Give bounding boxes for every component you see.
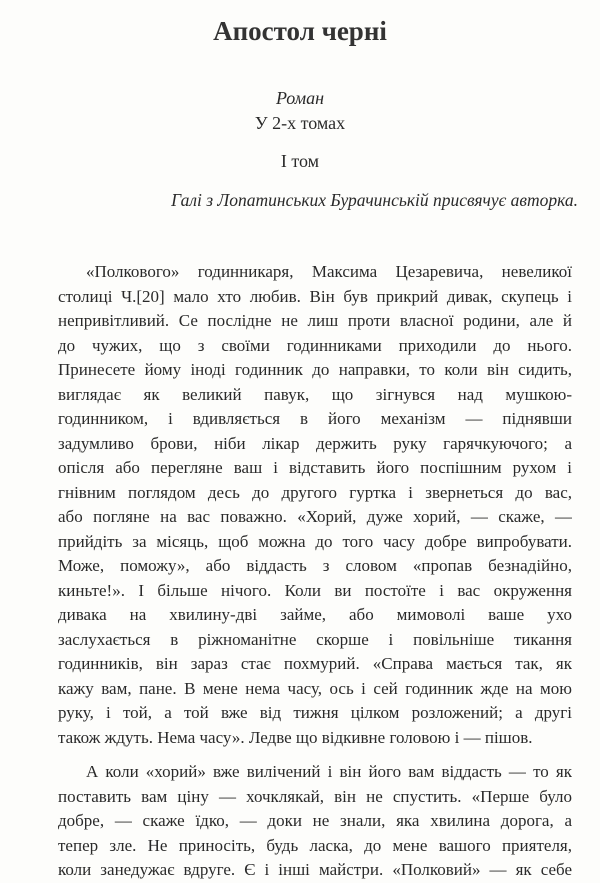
text-line: Може, поможу», або віддасть з словом «пропав безнадійно, xyxy=(58,556,572,575)
volume-label: І том xyxy=(280,151,320,171)
text-line: А коли «хорий» вже вилічений і він його вам віддасть — то як xyxy=(86,762,572,781)
text-line: задумливо брови, ніби лікар держить руку гарячкуючого; а xyxy=(58,433,572,453)
paragraph xyxy=(58,260,572,750)
text-line: заслухається в ріжноманітне скорше і повільніше тикання xyxy=(58,629,572,649)
volumes-label: У 2-х томах xyxy=(254,113,346,133)
text-line: добре, — скаже їдко, — доки не знали, яка хвилина дорога, а xyxy=(58,811,572,830)
body-text xyxy=(58,260,572,883)
text-line: дивака на хвилину-дві займе, або мимоволі ваше ухо xyxy=(58,605,572,624)
text-line: гнівним поглядом десь до другого гуртка і звернеться до вас, xyxy=(58,482,572,502)
genre-label: Роман xyxy=(275,88,325,108)
text-line: або погляне на вас поважно. «Хорий, дуже хорий, — скаже, — xyxy=(58,507,572,526)
text-line: прийдіть за місяць, щоб можна до того часу добре випробувати. xyxy=(58,531,572,551)
text-line: руку, і той, а той вже від тижня цілком розложений; а другі xyxy=(58,703,572,722)
text-line: поставить вам ціну — хочклякай, він не спустить. «Перше було xyxy=(58,786,572,806)
text-line: Принесете йому іноді годинник до направки, то коли він сидить, xyxy=(58,360,572,379)
text-line: непривітливий. Се послідне не лиш проти власної родини, але й xyxy=(58,311,572,330)
text-line: опісля або перегляне ваш і відставить його поспішним рухом і xyxy=(58,458,572,477)
text-line: виглядає як великий павук, що зігнувся над мушкою- xyxy=(58,384,572,404)
text-line: «Полкового» годинникаря, Максима Цезаревича, невеликої xyxy=(86,262,572,281)
text-line: столиці Ч.[20] мало хто любив. Він був прикрий дивак, скупець і xyxy=(58,286,572,306)
paragraph xyxy=(58,760,572,883)
text-line: годинником, і вдивляється в його механізм — піднявши xyxy=(58,409,572,428)
text-line: кажу вам, пане. В мене нема часу, ось і сей годинник жде на мою xyxy=(58,678,572,698)
text-line: до чужих, що з своїми годинниками приходили до нього. xyxy=(58,335,572,355)
text-line: коли занедужає вдруге. Є і інші майстри. «Полковий» — як себе xyxy=(58,860,572,879)
text-line: тепер зле. Не приносіть, будь ласка, до мене вашого приятеля, xyxy=(58,835,572,855)
dedication: Галі з Лопатинських Бурачинській присвячує авторка. xyxy=(171,190,578,210)
book-title: Апостол черні xyxy=(213,16,387,46)
text-line: також ждуть. Нема часу». Ледве що відкивне головою і — пішов. xyxy=(58,727,533,747)
text-line: киньте!». І більше нічого. Коли ви постоїте і вас окруження xyxy=(58,580,572,600)
text-line: годинників, він зараз стає похмурий. «Справа мається так, як xyxy=(58,654,572,673)
